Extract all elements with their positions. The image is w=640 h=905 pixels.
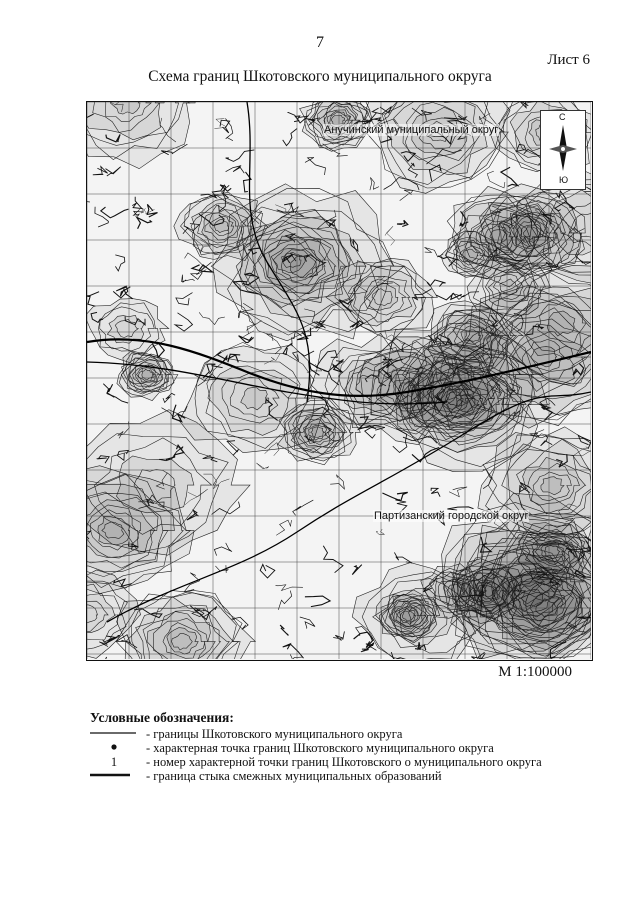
terrain-stroke (115, 255, 125, 271)
terrain-stroke (330, 475, 344, 489)
legend-text: - граница стыка смежных муниципальных образований (146, 769, 442, 783)
terrain-stroke (283, 129, 297, 146)
terrain-stroke (132, 197, 142, 209)
terrain-stroke (106, 167, 121, 176)
terrain-stroke (305, 158, 326, 175)
map-terrain (87, 102, 591, 659)
terrain-stroke (276, 520, 291, 535)
terrain-stroke (199, 312, 225, 324)
terrain-stroke (163, 393, 175, 402)
map-label-anuchinsky: Анучинский муниципальный округ (324, 124, 499, 136)
terrain-stroke (385, 226, 395, 245)
terrain-stroke (352, 565, 362, 575)
terrain-stroke (214, 543, 232, 556)
terrain-stroke (427, 280, 446, 287)
terrain-stroke (176, 293, 193, 305)
terrain-stroke (323, 546, 343, 573)
point-number-symbol: 1 (110, 755, 118, 769)
thick-line-icon (90, 769, 140, 783)
terrain-stroke (93, 167, 108, 175)
terrain-stroke (87, 292, 99, 307)
terrain-stroke (501, 167, 518, 186)
compass-south-label: Ю (559, 175, 569, 185)
compass-rose (540, 110, 586, 190)
terrain-stroke (300, 617, 315, 629)
contour-line (311, 427, 325, 438)
terrain-stroke (260, 564, 275, 578)
map-label-partizansky: Партизанский городской округ (374, 510, 529, 522)
thin-line-icon (90, 727, 140, 741)
terrain-stroke (305, 596, 330, 607)
legend-text: - характерная точка границ Шкотовского муниципального округа (146, 741, 494, 755)
legend-heading: Условные обозначения: (90, 710, 234, 725)
terrain-stroke (283, 644, 304, 658)
terrain-stroke (425, 247, 444, 257)
terrain-stroke (87, 192, 90, 202)
terrain-stroke (256, 463, 269, 469)
terrain-stroke (397, 220, 408, 226)
terrain-stroke (276, 585, 303, 591)
terrain-stroke (280, 625, 288, 635)
terrain-stroke (226, 166, 245, 174)
sheet-label: Лист 6 (547, 52, 590, 68)
topographic-map (86, 101, 593, 661)
terrain-stroke (243, 324, 256, 337)
terrain-stroke (278, 591, 291, 610)
terrain-stroke (293, 500, 314, 515)
scale-label: М 1:100000 (498, 664, 572, 680)
dot-icon (90, 741, 140, 755)
compass-north-label: С (559, 112, 566, 122)
terrain-stroke (449, 487, 467, 497)
terrain-stroke (147, 204, 157, 217)
terrain-stroke (431, 488, 440, 497)
terrain-stroke (175, 313, 192, 331)
terrain-stroke (376, 529, 384, 534)
map-title: Схема границ Шкотовского муниципального округа (148, 68, 492, 85)
terrain-stroke (394, 552, 412, 563)
legend-text: - границы Шкотовского муниципального округа (146, 727, 403, 741)
terrain-stroke (101, 207, 129, 218)
legend-text: - номер характерной точки границ Шкотовского о муниципального округа (146, 755, 542, 769)
terrain-stroke (370, 177, 379, 190)
terrain-stroke (137, 217, 152, 228)
terrain-stroke (239, 336, 254, 343)
terrain-stroke (400, 190, 413, 201)
terrain-stroke (382, 492, 407, 501)
page-number: 7 (316, 34, 324, 51)
terrain-stroke (436, 293, 462, 300)
